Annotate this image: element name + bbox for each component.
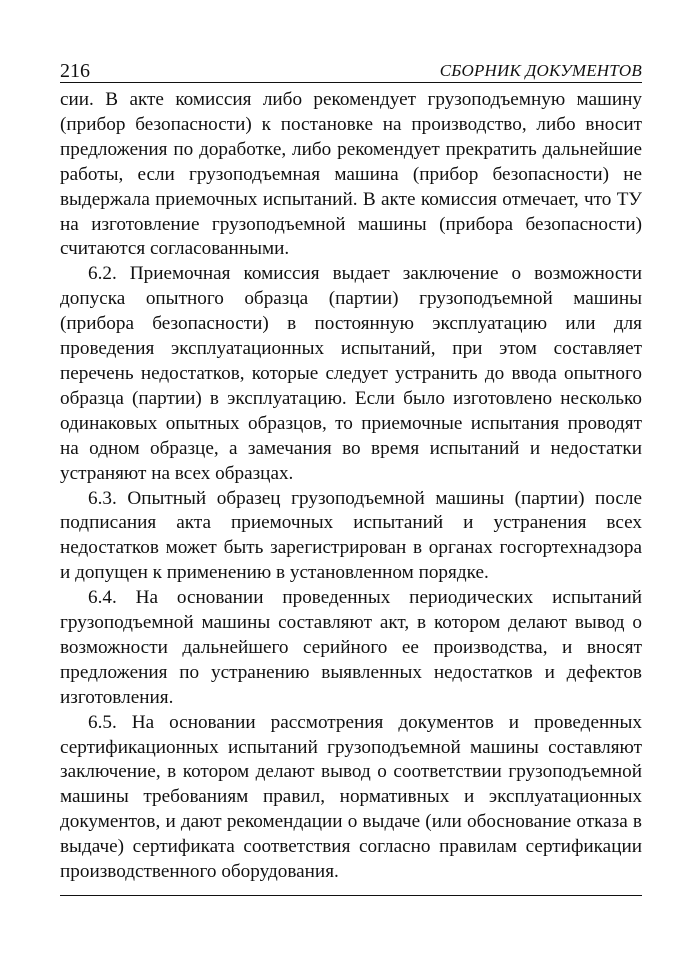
paragraph-continuation: сии. В акте комиссия либо рекомендует грузоподъемную машину (прибор безопасности) к постановке на производство, либо вносит предложения по доработке, либо рекомендует прекратить дальнейшие работы, если грузоподъемная машина (прибор безопасности) не выдержала приемочных испытаний. В акте комиссия отмечает, что ТУ на изготовление грузоподъемной машины (прибора безопасности) считаются согласованными. — [60, 89, 642, 260]
paragraph-6-4: 6.4. На основании проведенных периодических испытаний грузоподъемной машины составляют акт, в котором делают вывод о возможности дальнейшего серийного ее производства, и вносят предложения по устранению выявленных недостатков и дефектов изготовления. — [60, 587, 642, 708]
page-number: 216 — [60, 60, 90, 82]
footer-rule — [60, 895, 642, 896]
document-body — [60, 88, 642, 885]
paragraph-6-5: 6.5. На основании рассмотрения документов и проведенных сертификационных испытаний грузоподъемной машины составляют заключение, в котором делают вывод о соответствии грузоподъемной машины требованиям правил, нормативных и эксплуатационных документов, и дают рекомендации о выдаче (или обоснование отказа в выдаче) сертификата соответствия согласно правилам сертификации производственного оборудования. — [60, 711, 642, 883]
paragraph-6-2: 6.2. Приемочная комиссия выдает заключение о возможности допуска опытного образца (партии) грузоподъемной машины (прибора безопасности) в постоянную эксплуатацию или для проведения эксплуатационных испытаний, при этом составляет перечень недостатков, которые следует устранить до ввода опытного образца (партии) в эксплуатацию. Если было изготовлено несколько одинаковых опытных образцов, то приемочные испытания проводят на одном образце, а замечания во время испытаний и недостатки устраняют на всех образцах. — [60, 263, 642, 484]
running-title: СБОРНИК ДОКУМЕНТОВ — [439, 61, 642, 80]
page-header — [60, 60, 642, 83]
paragraph-6-3: 6.3. Опытный образец грузоподъемной машины (партии) после подписания акта приемочных испытаний и устранения всех недостатков может быть зарегистрирован в органах госгортехнадзора и допущен к применению в установленном порядке. — [60, 487, 642, 584]
